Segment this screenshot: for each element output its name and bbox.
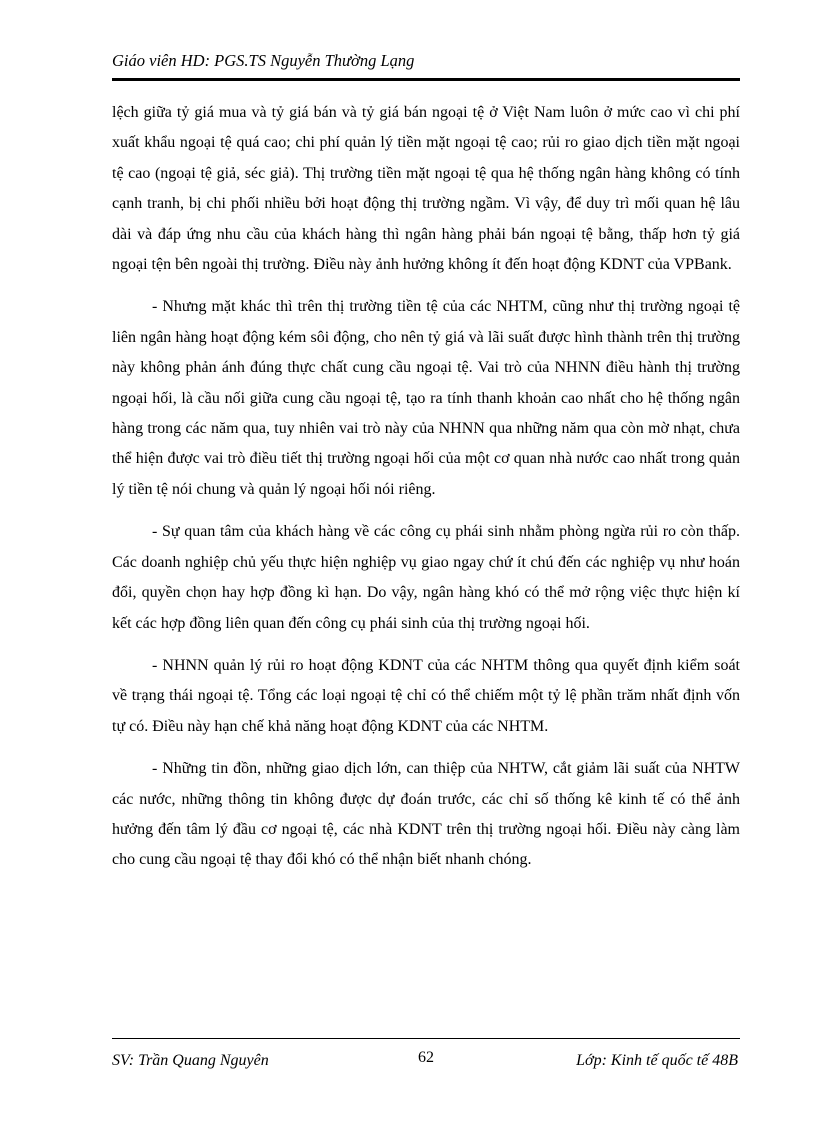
footer-class: Lớp: Kinh tế quốc tế 48B	[576, 1052, 738, 1069]
paragraph-derivatives: - Sự quan tâm của khách hàng về các công cụ phái sinh nhằm phòng ngừa rủi ro còn thấp. Các doanh nghiệp chủ yếu thực hiện nghiệp vụ giao ngay chứ ít chú đến các nghiệp vụ như hoán đổi, quyền chọn hay hợp đồng kì hạn. Do vậy, ngân hàng khó có thể mở rộng việc thực hiện kí kết các hợp đồng liên quan đến công cụ phái sinh của thị trường ngoại hối.	[112, 523, 740, 632]
page-header	[112, 48, 740, 81]
paragraph-interbank-market: - Nhưng mặt khác thì trên thị trường tiền tệ của các NHTM, cũng như thị trường ngoại tệ liên ngân hàng hoạt động kém sôi động, cho nên tỷ giá và lãi suất được hình thành trên thị trường này không phản ánh đúng thực chất cung cầu ngoại tệ. Vai trò của NHNN điều hành thị trường ngoại hối, là cầu nối giữa cung cầu ngoại tệ, tạo ra tính thanh khoản cao nhất cho hệ thống ngân hàng trong các năm qua, tuy nhiên vai trò này của NHNN qua những năm qua còn mờ nhạt, chưa thể hiện được vai trò điều tiết thị trường ngoại hối của một cơ quan nhà nước cao nhất trong quản lý tiền tệ nói chung và quản lý ngoại hối nói riêng.	[112, 298, 740, 498]
page-footer	[112, 1038, 740, 1079]
page-number: 62	[418, 1049, 434, 1066]
footer-student: SV: Trần Quang Nguyên	[112, 1052, 269, 1069]
paragraph-continuation: lệch giữa tỷ giá mua và tỷ giá bán và tỷ giá bán ngoại tệ ở Việt Nam luôn ở mức cao vì chi phí xuất khẩu ngoại tệ quá cao; chi phí quản lý tiền mặt ngoại tệ cao; rủi ro giao dịch tiền mặt ngoại tệ cao (ngoại tệ giả, séc giả). Thị trường tiền mặt ngoại tệ qua hệ thống ngân hàng không có tính cạnh tranh, bị chi phối nhiều bởi hoạt động thị trường ngầm. Vì vậy, để duy trì mối quan hệ lâu dài và đáp ứng nhu cầu của khách hàng thì ngân hàng phải bán ngoại tệ bằng, thấp hơn tỷ giá ngoại tện bên ngoài thị trường. Điều này ảnh hưởng không ít đến hoạt động KDNT của VPBank.	[112, 104, 740, 274]
body-text	[112, 98, 740, 876]
paragraph-rumors: - Những tin đồn, những giao dịch lớn, can thiệp của NHTW, cắt giảm lãi suất của NHTW các nước, những thông tin không được dự đoán trước, các chỉ số thống kê kinh tế có thể ảnh hưởng đến tâm lý đầu cơ ngoại tệ, các nhà KDNT trên thị trường ngoại hối. Điều này càng làm cho cung cầu ngoại tệ thay đổi khó có thể nhận biết nhanh chóng.	[112, 760, 740, 869]
header-advisor: Giáo viên HD: PGS.TS Nguyễn Thường Lạng	[112, 51, 415, 70]
paragraph-risk-management: - NHNN quản lý rủi ro hoạt động KDNT của các NHTM thông qua quyết định kiểm soát về trạng thái ngoại tệ. Tổng các loại ngoại tệ chỉ có thể chiếm một tỷ lệ phần trăm nhất định vốn tự có. Điều này hạn chế khả năng hoạt động KDNT của các NHTM.	[112, 656, 740, 735]
